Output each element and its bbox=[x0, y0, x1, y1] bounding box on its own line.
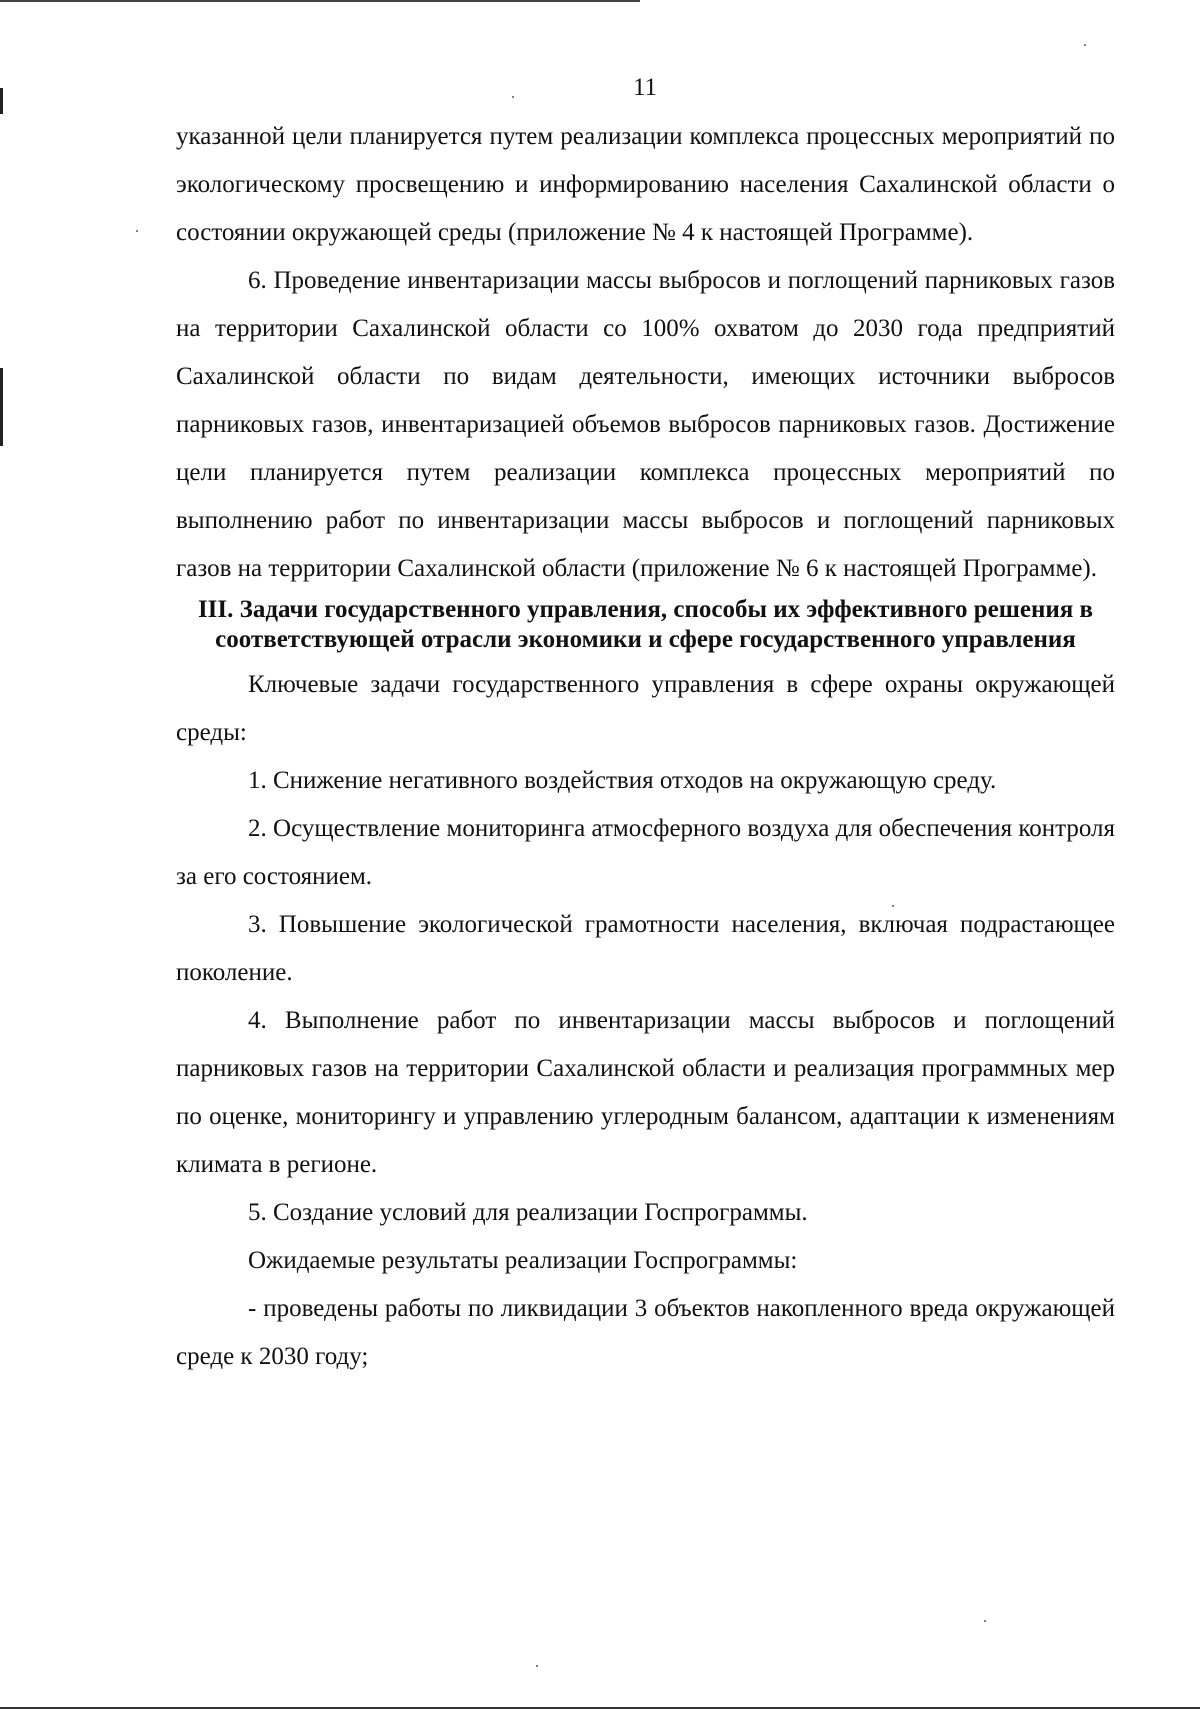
scan-speck bbox=[536, 1665, 538, 1667]
paragraph-task-5: 5. Создание условий для реализации Госпрограммы. bbox=[248, 1199, 808, 1226]
paragraph-goal-6: 6. Проведение инвентаризации массы выбросов и поглощений парниковых газов на территории Сахалинской области со 100% охватом до 2030 года предприятий Сахалинской области по видам деятельности, имеющих источники выбросов парниковых газов, инвентаризацией объемов выбросов парниковых газов. Достижение цели планируется путем реализации комплекса процессных мероприятий по выполнению работ по инвентаризации массы выбросов и поглощений парниковых газов на территории Сахалинской области (приложение № 6 к настоящей Программе). bbox=[176, 267, 1115, 582]
section-heading: III. Задачи государственного управления, способы их эффективного решения в соответствующей отрасли экономики и сфере государственного управления bbox=[197, 596, 1094, 653]
document-body bbox=[176, 113, 1115, 1381]
paragraph-task-4: 4. Выполнение работ по инвентаризации массы выбросов и поглощений парниковых газов на территории Сахалинской области и реализация программных мер по оценке, мониторингу и управлению углеродным балансом, адаптации к изменениям климата в регионе. bbox=[176, 1007, 1115, 1178]
scan-left-edge-mark bbox=[0, 368, 3, 446]
paragraph-task-3: 3. Повышение экологической грамотности населения, включая подрастающее поколение. bbox=[176, 911, 1115, 986]
paragraph-task-2: 2. Осуществление мониторинга атмосферного воздуха для обеспечения контроля за его состоянием. bbox=[176, 815, 1115, 890]
paragraph-goal-5-continuation: указанной цели планируется путем реализации комплекса процессных мероприятий по экологическому просвещению и информированию населения Сахалинской области о состоянии окружающей среды (приложение № 4 к настоящей Программе). bbox=[176, 123, 1115, 246]
scan-speck bbox=[1084, 44, 1086, 46]
scan-speck bbox=[136, 230, 138, 232]
page-number: 11 bbox=[632, 74, 658, 101]
paragraph-key-tasks: Ключевые задачи государственного управления в сфере охраны окружающей среды: bbox=[176, 671, 1115, 746]
scan-top-edge-line bbox=[0, 0, 640, 2]
paragraph-expected-results: Ожидаемые результаты реализации Госпрограммы: bbox=[248, 1247, 798, 1274]
paragraph-task-1: 1. Снижение негативного воздействия отходов на окружающую среду. bbox=[248, 767, 997, 794]
scan-speck bbox=[984, 1620, 986, 1622]
paragraph-result-1: - проведены работы по ликвидации 3 объектов накопленного вреда окружающей среде к 2030 году; bbox=[176, 1295, 1115, 1370]
scan-bottom-edge-line bbox=[0, 1707, 1200, 1709]
